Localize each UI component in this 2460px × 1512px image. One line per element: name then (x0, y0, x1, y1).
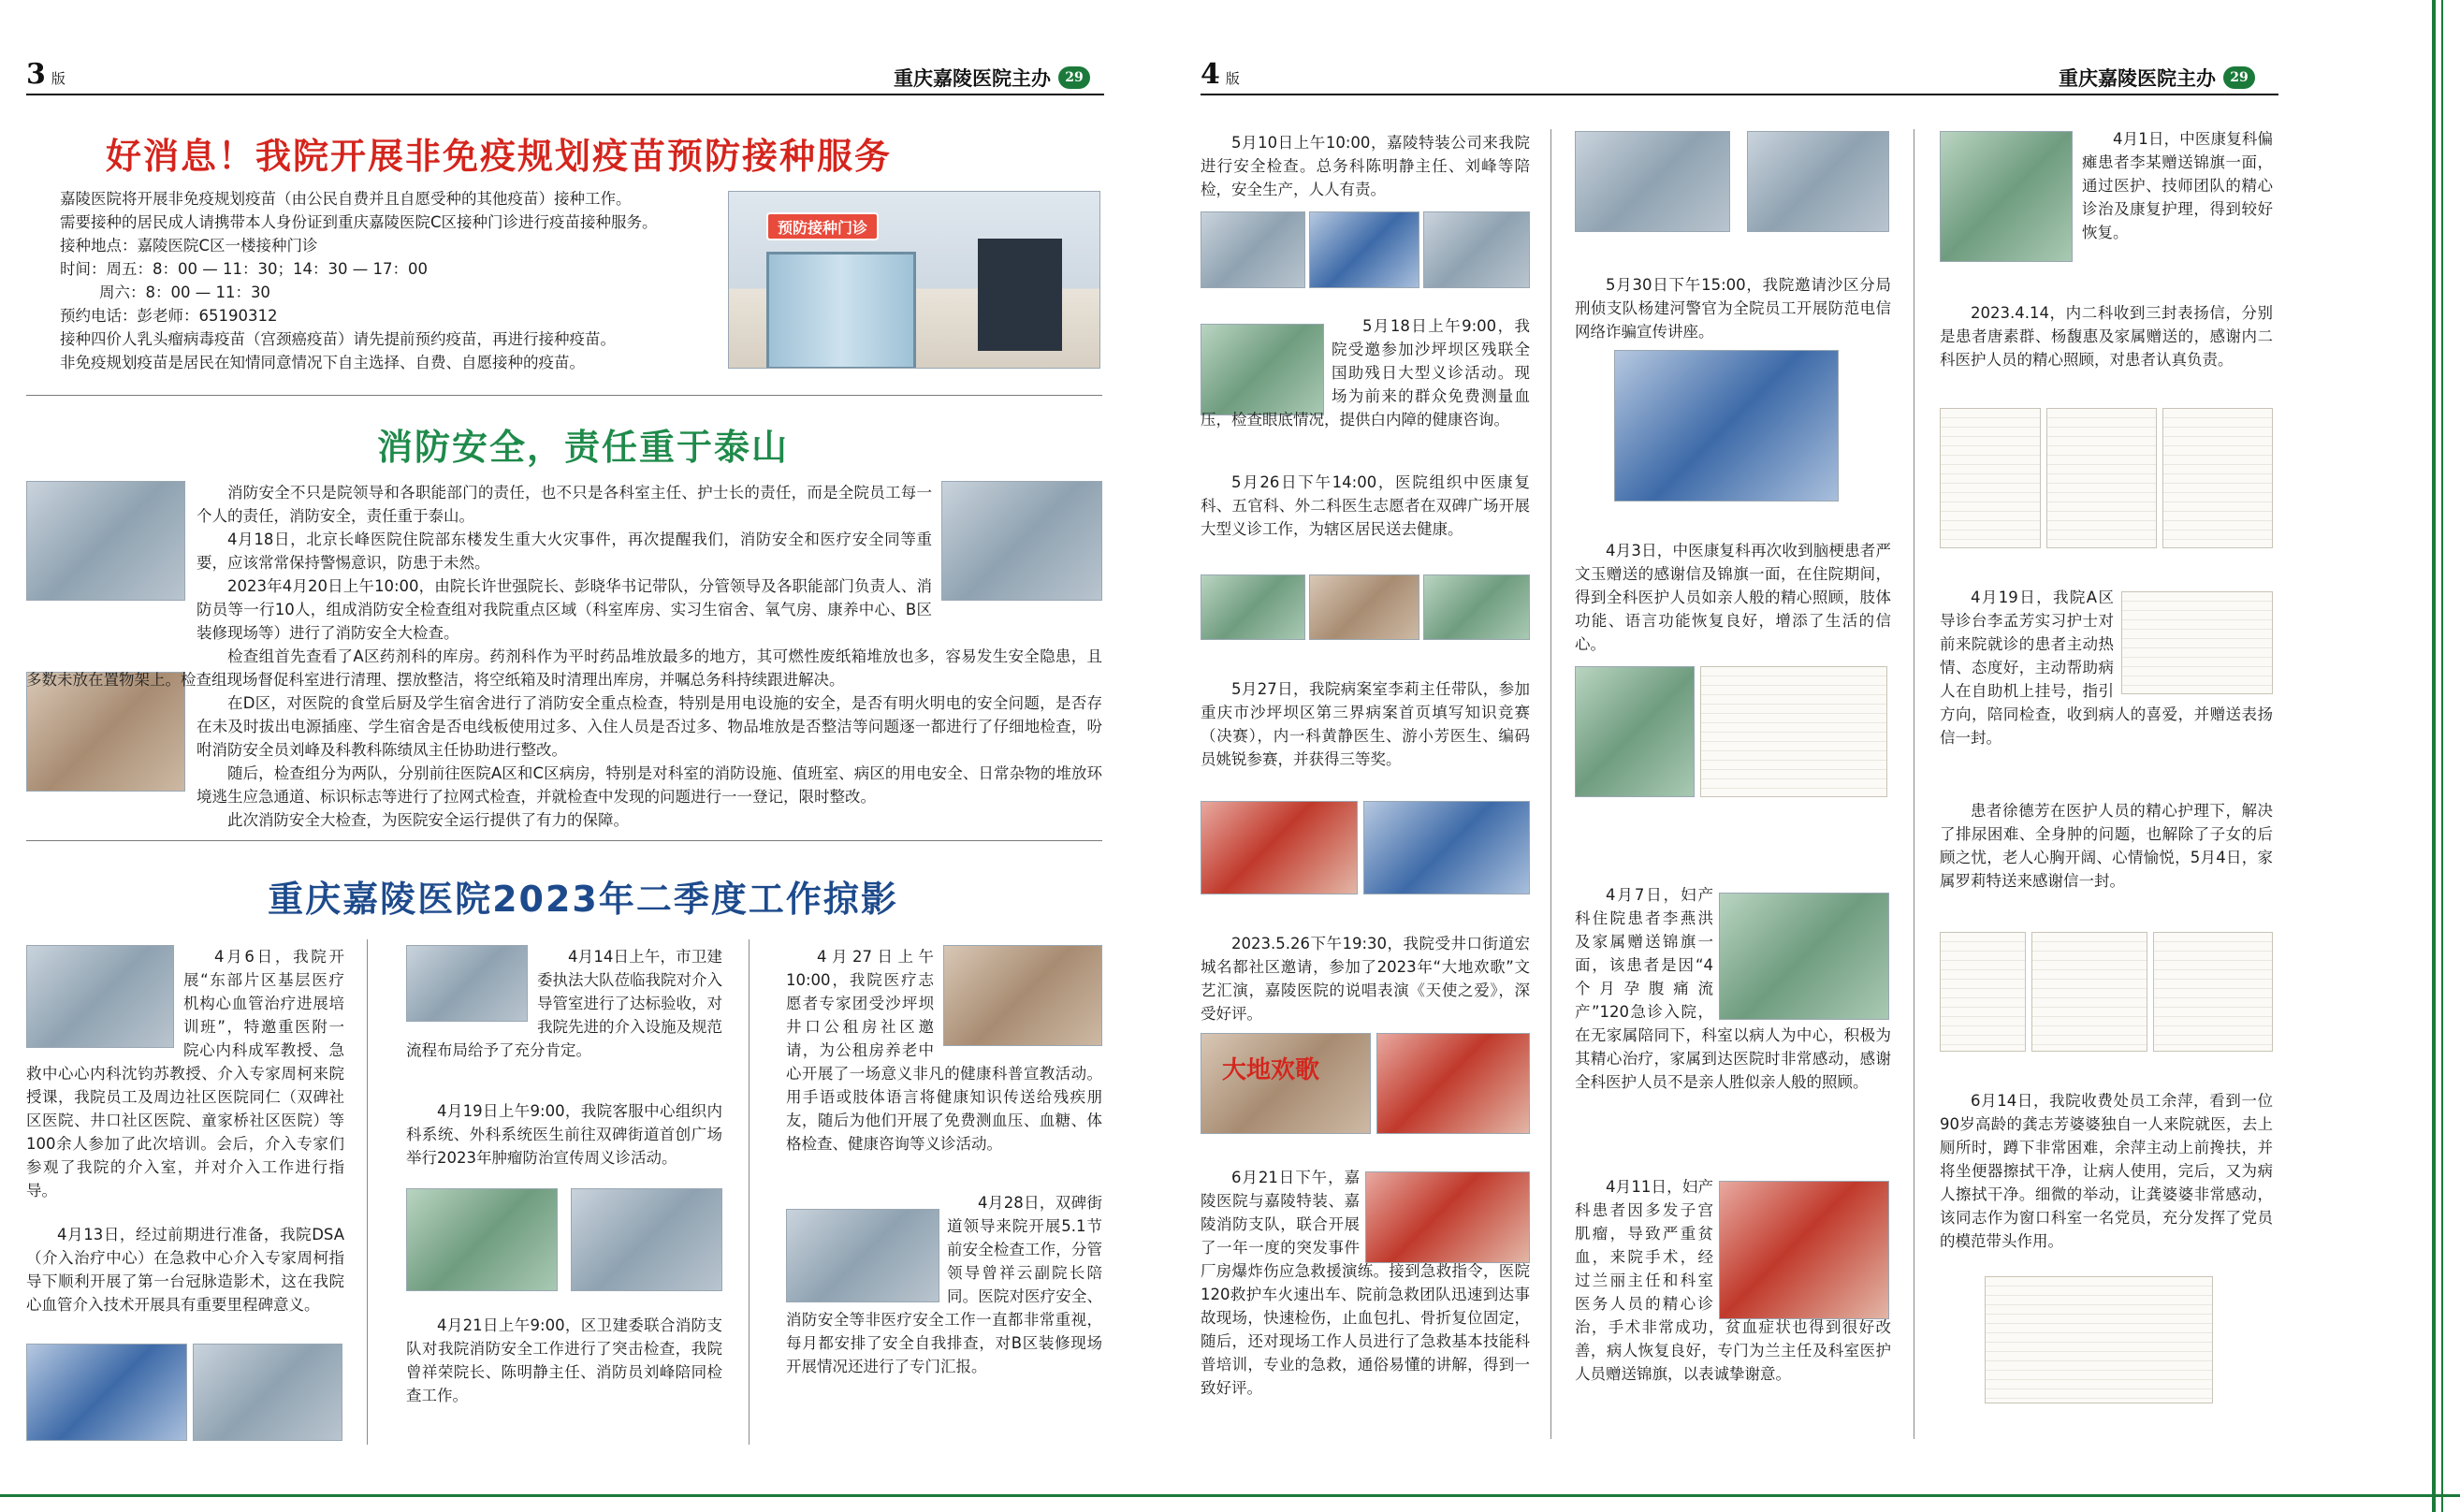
q2-column-3: 4月27日上午10:00，我院医疗志愿者专家团受沙坪坝井口公租房社区邀请，为公租房养老中心开展了一场意义非凡的健康科普宣教活动。用手语或肢体语言将健康知识传送给残疾朋友，随后为他们开展了免费测血压、血糖、体格检查、健康咨询等义诊活动。 4月28日，双碑街道领导来院开展5.1节前安全检查工作，分管领导曾祥云副院长陪同。医院对医疗安全、消防安全等非医疗安全工作一直都非常重视，每月都安排了安全自我排查，对B区装修现场开展情况还进行了专门汇报。 (786, 948, 1102, 1375)
sponsor-header-4: 重庆嘉陵医院主办 29 (2059, 64, 2255, 92)
praise-letter-3 (2162, 408, 2273, 548)
praise-letter-2 (2046, 408, 2157, 548)
column-divider (749, 939, 750, 1445)
p4-col2-item2: 4月3日，中医康复科再次收到脑梗患者严文玉赠送的感谢信及锦旗一面，在住院期间，得到全科医护人员如亲人般的精心照顾，肢体功能、语言功能恢复良好，增添了生活的信心。 (1575, 542, 1891, 653)
inspection-photo-3 (1423, 211, 1530, 288)
contest-photo-2 (1363, 801, 1530, 894)
vaccine-headline: 好消息！我院开展非免疫规划疫苗预防接种服务 (105, 136, 892, 177)
section-divider (26, 840, 1102, 841)
p4-col1-item5: 2023.5.26下午19:30，我院受井口街道宏城名都社区邀请，参加了2023年“大地欢歌”文艺汇演，嘉陵医院的说唱表演《天使之爱》，深受好评。 (1201, 935, 1530, 1023)
hospital-logo-icon: 29 (2223, 66, 2255, 89)
p4-col2-item1: 5月30日下午15:00，我院邀请沙区分局刑侦支队杨建河警官为全院员工开展防范电信网络诈骗宣传讲座。 (1575, 276, 1891, 341)
p4-col2-item4: 4月11日，妇产科患者因多发子宫肌瘤，导致严重贫血，来院手术，经过兰丽主任和科室医务人员的精心诊治，手术非常成功，贫血症状也得到很好改善，病人恢复良好，专门为兰主任及科室医护人员赠送锦旗，以表诚挚谢意。 (1575, 1178, 1891, 1383)
p4-col1-item4: 5月27日，我院病案室李莉主任带队，参加重庆市沙坪坝区第三界病案首页填写知识竞赛（决赛），内一科黄静医生、游小芳医生、编码员姚锐参赛，并获得三等奖。 (1201, 680, 1530, 768)
p4-col1-item6: 6月21日下午，嘉陵医院与嘉陵特装、嘉陵消防支队，联合开展了一年一度的突发事件厂房爆炸伤应急救援演练。接到急救指令，医院120救护车火速出车、院前急救团队迅速到达事故现场，快速检伤，止血包扎、骨折复位固定，随后，还对现场工作人员进行了急救基本技能科普培训，专业的急救，通俗易懂的讲解，得到一致好评。 (1201, 1169, 1530, 1397)
dsa-photo-1 (26, 1344, 187, 1441)
contest-photo-1 (1201, 801, 1358, 894)
fire-safety-body: 消防安全不只是院领导和各职能部门的责任，也不只是各科室主任、护士长的责任，而是全院员工每一个人的责任，消防安全，责任重于泰山。 4月18日，北京长峰医院住院部东楼发生重大火灾事件，再次提醒我们，消防安全和医疗安全同等重要，应该常常保持警惕意识，防患于未然。 2023年4月20日上午10:00，由院长许世强院长、彭晓华书记带队，分管领导及各职能部门负责人、消防员等一行10人，组成消防安全检查组对我院重点区域（科室库房、实习生宿舍、氧气房、康养中心、B区装修现场等）进行了消防安全大检查。 检查组首先查看了A区药剂科的库房。药剂科作为平时药品堆放最多的地方，其可燃性废纸箱堆放也多，容易发生安全隐患，且多数未放在置物架上。检查组现场督促科室进行清理、摆放整洁，将空纸箱及时清理出库房，并嘱总务科持续跟进解决。 在D区，对医院的食堂后厨及学生宿舍进行了消防安全重点检查，特别是用电设施的安全，是否有明火明电的安全问题，是否存在未及时拔出电源插座、学生宿舍是否电线板使用过多、入住人员是否过多、物品堆放是否整洁等问题逐一都进行了仔细地检查，吩咐消防安全员刘峰及科教科陈绩凤主任协助进行整改。 随后，检查组分为两队，分别前往医院A区和C区病房，特别是对科室的消防设施、值班室、病区的用电安全、日常杂物的堆放环境逃生应急通道、标识标志等进行了拉网式检查，并就检查中发现的问题进行一一登记，限时整改。 此次消防安全大检查，为医院安全运行提供了有力的保障。 (26, 484, 1102, 829)
page-4 (1184, 0, 2400, 1497)
praise-letter-5 (1985, 1276, 2213, 1403)
column-divider (367, 939, 368, 1445)
dsa-photo-2 (193, 1344, 342, 1441)
section-divider (26, 395, 1102, 396)
p4-col3-item3: 4月19日，我院A区导诊台李孟芳实习护士对前来院就诊的患者主动热情、态度好，主动帮助病人在自助机上挂号，指引方向，陪同检查，收到病人的喜爱，并赠送表扬信一封。 (1940, 589, 2273, 747)
thanks-letter-4 (2153, 932, 2273, 1052)
inspection-photo-2 (1309, 211, 1419, 288)
q2-column-1: 4月6日，我院开展“东部片区基层医疗机构心血管治疗进展培训班”，特邀重医附一院心内科成军教授、急救中心心内科沈钧苏教授、介入专家周柯来院授课，我院员工及周边社区医院同仁（双碑社区医院、井口社区医院、童家桥社区医院）等100余人参加了此次培训。会后，介入专家们参观了我院的介入室，并对介入工作进行指导。 4月13日，经过前期进行准备，我院DSA（介入治疗中心）在急救中心介入专家周柯指导下顺利开展了第一台冠脉造影术，这在我院心血管介入技术开展具有重要里程碑意义。 (26, 948, 344, 1314)
safety-check-photo (786, 1209, 939, 1302)
art-show-banner: 大地欢歌 (1222, 1056, 1320, 1084)
thanks-letter-1 (1700, 666, 1887, 797)
vaccine-clinic-photo (728, 191, 1100, 369)
q2-column-2: 4月14日上午，市卫建委执法大队莅临我院对介入导管室进行了达标验收，对我院先进的介入设施及规范流程布局给予了充分肯定。 4月19日上午9:00，我院客服中心组织内科系统、外科系统医生前往双碑街道首创广场举行2023年肿瘤防治宣传周义诊活动。 4月21日上午9:00，区卫建委联合消防支队对我院消防安全工作进行了突击检查，我院曾祥荣院长、陈明静主任、消防员刘峰陪同检查工作。 (406, 948, 722, 1404)
page-number-3: 3 版 (26, 58, 66, 91)
p4-col1-item3: 5月26日下午14:00，医院组织中医康复科、五官科、外二科医生志愿者在双碑广场开展大型义诊工作，为辖区居民送去健康。 (1201, 473, 1530, 538)
praise-letter-1 (1940, 408, 2041, 548)
page-3 (0, 0, 1123, 1497)
bottom-rule (0, 1494, 2460, 1497)
fraud-lecture-photo (1614, 350, 1839, 502)
sponsor-header-3: 重庆嘉陵医院主办 29 (894, 64, 1090, 92)
visit-photo-1 (1575, 131, 1730, 232)
art-show-photo-1 (1201, 1033, 1371, 1134)
fire-safety-headline: 消防安全，责任重于泰山 (376, 427, 789, 468)
vaccine-body: 嘉陵医院将开展非免疫规划疫苗（由公民自费并且自愿受种的其他疫苗）接种工作。 需要接种的居民成人请携带本人身份证到重庆嘉陵医院C区接种门诊进行疫苗接种服务。 接种地点：嘉陵医院C区一楼接种门诊 时间：周五：8：00 — 11：30；14：30 — 17：00 周六：8：00 — 11：30 预约电话：彭老师：65190312 接种四价人乳头瘤病毒疫苗（宫颈癌疫苗）请先提前预约疫苗，再进行接种疫苗。 非免疫规划疫苗是居民在知情同意情况下自主选择、自费、自愿接种的疫苗。 (60, 190, 658, 371)
p4-col1-item1: 5月10日上午10:00，嘉陵特装公司来我院进行安全检查。总务科陈明静主任、刘峰等陪检，安全生产，人人有责。 (1201, 134, 1530, 198)
vaccine-clinic-sign: 预防接种门诊 (766, 212, 879, 240)
art-show-photo-2 (1376, 1033, 1530, 1134)
p4-col1-item2: 5月18日上午9:00，我院受邀参加沙坪坝区残联全国助残日大型义诊活动。现场为前来的群众免费测量血压，检查眼底情况，提供白内障的健康咨询。 (1201, 317, 1530, 429)
square-clinic-photo-2 (1309, 574, 1419, 640)
page-number-4: 4 版 (1201, 58, 1240, 91)
column-divider (1550, 129, 1551, 1439)
thanks-letter-2 (1940, 932, 2026, 1052)
page-frame-line (2432, 0, 2436, 1512)
p4-col2-item3: 4月7日，妇产科住院患者李燕洪及家属赠送锦旗一面，该患者是因“4个月孕腹痛流产”120急诊入院，在无家属陪同下，科室以病人为中心，积极为其精心治疗，家属到达医院时非常感动，感谢全科医护人员不是亲人胜似亲人般的照顾。 (1575, 886, 1891, 1091)
p4-col3-item1: 4月1日，中医康复科偏瘫患者李某赠送锦旗一面，通过医护、技师团队的精心诊治及康复护理，得到较好恢复。 (2082, 130, 2273, 241)
free-clinic-photo-2 (571, 1188, 722, 1291)
hospital-logo-icon: 29 (1058, 66, 1090, 89)
p4-col3-item5: 6月14日，我院收费处员工余萍，看到一位90岁高龄的龚志芳婆婆独自一人来院就医，去上厕所时，蹲下非常困难，余萍主动上前搀扶，并将坐便器擦拭干净，让病人使用，完后，又为病人擦拭干净。细微的举动，让龚婆婆非常感动，该同志作为窗口科室一名党员，充分发挥了党员的模范带头作用。 (1940, 1092, 2273, 1250)
thanks-letter-3 (2031, 932, 2147, 1052)
thanks-photo-1 (1575, 666, 1695, 797)
free-clinic-photo-1 (406, 1188, 558, 1291)
page-edge (2441, 0, 2460, 1512)
square-clinic-photo-1 (1201, 574, 1305, 640)
header-rule-4 (1201, 94, 2278, 95)
q2-headline: 重庆嘉陵医院2023年二季度工作掠影 (268, 879, 898, 920)
p4-col3-item4: 患者徐德芳在医护人员的精心护理下，解决了排尿困难、全身肿的问题，也解除了子女的后顾之忧，老人心胸开阔、心情愉悦，5月4日，家属罗莉特送来感谢信一封。 (1940, 802, 2273, 890)
visit-photo-2 (1747, 131, 1889, 232)
p4-col3-item2: 2023.4.14，内二科收到三封表扬信，分别是患者唐素群、杨馥惠及家属赠送的，感谢内二科医护人员的精心照顾，对患者认真负责。 (1940, 304, 2273, 369)
inspection-photo-1 (1201, 211, 1305, 288)
header-rule-3 (26, 94, 1104, 95)
square-clinic-photo-3 (1423, 574, 1530, 640)
